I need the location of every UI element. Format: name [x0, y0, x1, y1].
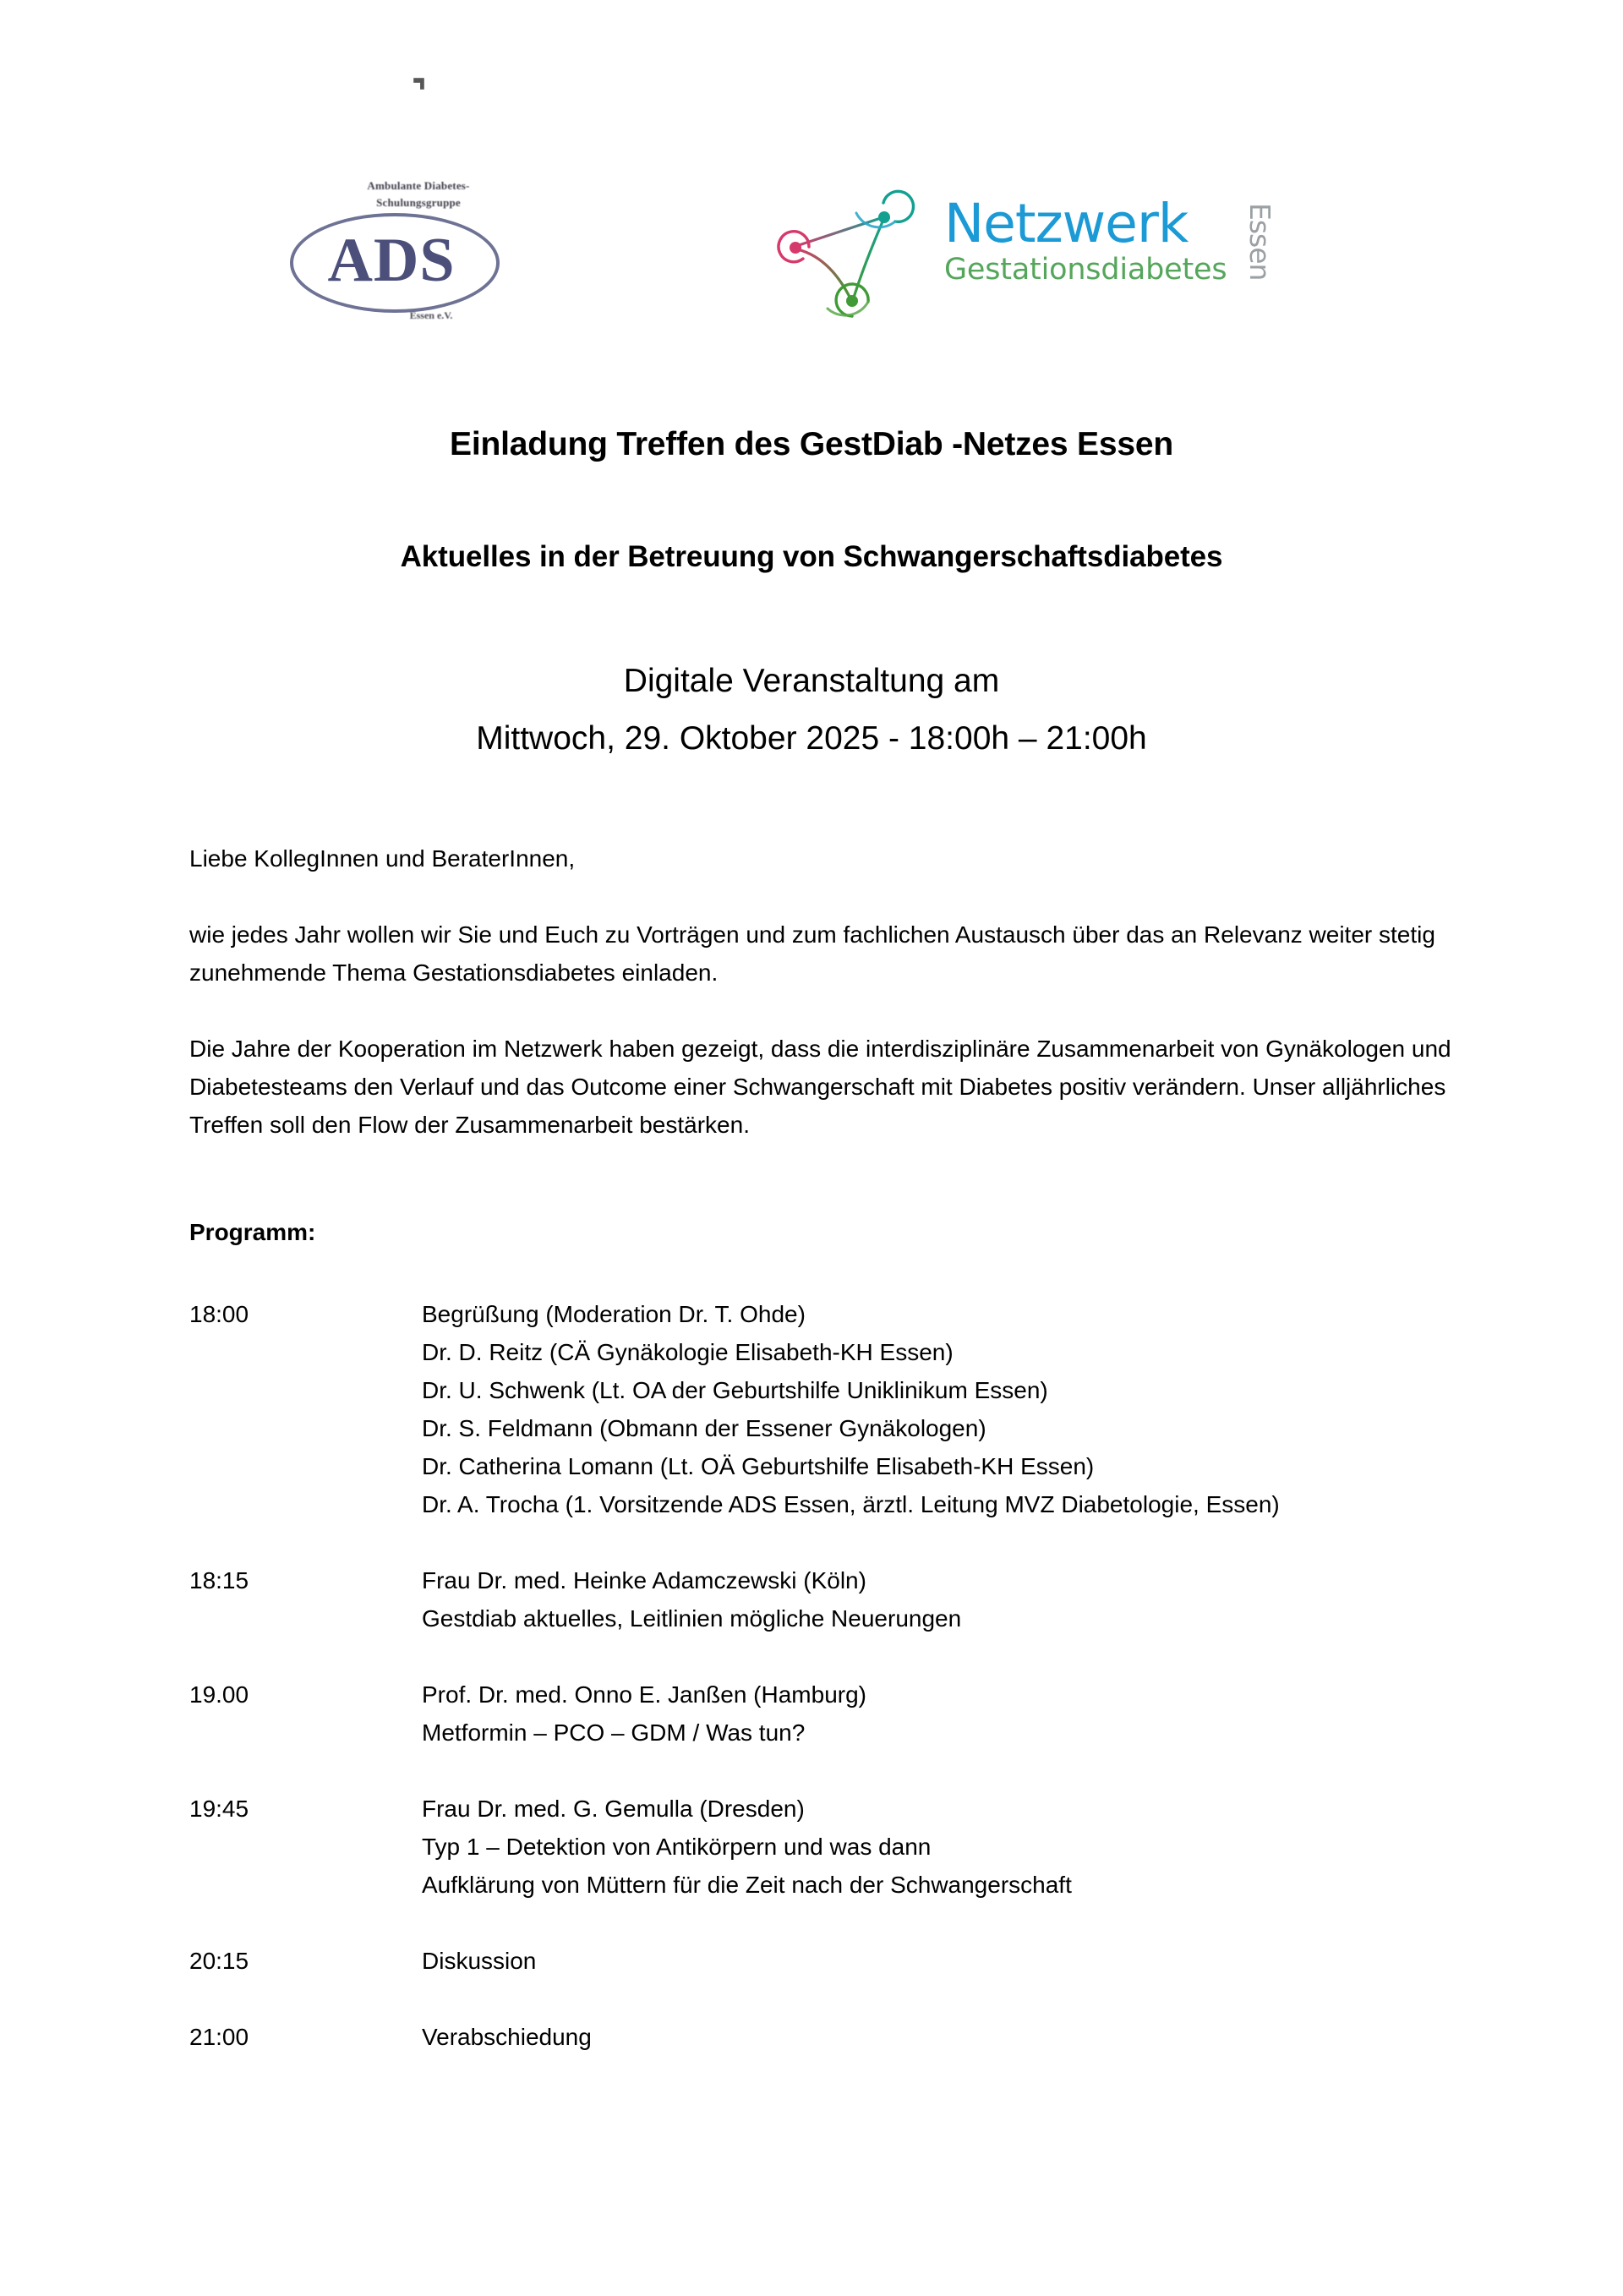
- event-datetime-line: Mittwoch, 29. Oktober 2025 - 18:00h – 21:00h: [476, 720, 1147, 757]
- netzwerk-location-label: Essen: [1243, 203, 1276, 281]
- schedule-row: [189, 1942, 1457, 1980]
- page-title: Einladung Treffen des GestDiab -Netzes Essen: [450, 426, 1173, 463]
- body-paragraph-1: wie jedes Jahr wollen wir Sie und Euch zu Vorträgen und zum fachlichen Austausch über das an Relevanz weiter stetig zunehmende Thema Gestationsdiabetes einladen.: [189, 921, 1435, 986]
- body-paragraph-2: Die Jahre der Kooperation im Netzwerk haben gezeigt, dass die interdisziplinäre Zusammenarbeit von Gynäkologen und Diabetesteams den Verlauf und das Outcome einer Schwangerschaft mit Diabetes positiv verändern. Unser alljährliches Treffen soll den Flow der Zusammenarbeit bestärken.: [189, 1036, 1451, 1138]
- logo-band: [0, 161, 1623, 338]
- schedule-item: Verabschiedung: [422, 2024, 592, 2050]
- schedule-row: [189, 1676, 1457, 1752]
- schedule-item: Dr. S. Feldmann (Obmann der Essener Gynäkologen): [422, 1415, 986, 1441]
- ads-logo-tagline: [338, 178, 499, 211]
- schedule-items: [422, 1790, 1457, 1904]
- page-subtitle: Aktuelles in der Betreuung von Schwangerschaftsdiabetes: [400, 540, 1223, 574]
- event-details: [0, 653, 1623, 768]
- netzwerk-wordmark: [944, 193, 1232, 306]
- schedule-item: Prof. Dr. med. Onno E. Janßen (Hamburg): [422, 1681, 866, 1708]
- schedule-items: [422, 2018, 1457, 2056]
- schedule-item: Aufklärung von Müttern für die Zeit nach der Schwangerschaft: [422, 1872, 1072, 1898]
- schedule-item: Diskussion: [422, 1948, 537, 1974]
- schedule-items: [422, 1942, 1457, 1980]
- netzwerk-gestationsdiabetes-logo: [757, 178, 1331, 330]
- schedule-time: 19:45: [189, 1796, 249, 1822]
- schedule-time: 19.00: [189, 1681, 249, 1708]
- scan-artifact-mark: [413, 78, 424, 90]
- netzwerk-subtitle: Gestationsdiabetes: [944, 253, 1227, 287]
- schedule-item: Dr. U. Schwenk (Lt. OA der Geburtshilfe Uniklinikum Essen): [422, 1377, 1048, 1403]
- schedule-item: Metformin – PCO – GDM / Was tun?: [422, 1719, 806, 1746]
- schedule-item: Frau Dr. med. Heinke Adamczewski (Köln): [422, 1567, 866, 1594]
- ads-logo-monogram: ADS: [327, 225, 456, 295]
- ads-tagline-line-2: Schulungsgruppe: [376, 196, 461, 209]
- schedule-row: [189, 1295, 1457, 1523]
- schedule-item: Dr. Catherina Lomann (Lt. OÄ Geburtshilfe Elisabeth-KH Essen): [422, 1453, 1095, 1479]
- schedule-time: 18:15: [189, 1567, 249, 1594]
- schedule-item: Dr. A. Trocha (1. Vorsitzende ADS Essen, ärztl. Leitung MVZ Diabetologie, Essen): [422, 1491, 1280, 1517]
- programm-schedule: [189, 1295, 1457, 2056]
- schedule-row: [189, 1790, 1457, 1904]
- ads-logo: [279, 161, 503, 334]
- schedule-time: 20:15: [189, 1948, 249, 1974]
- event-format-line: Digitale Veranstaltung am: [623, 663, 1000, 699]
- schedule-item: Begrüßung (Moderation Dr. T. Ohde): [422, 1301, 806, 1327]
- schedule-item: Typ 1 – Detektion von Antikörpern und was dann: [422, 1834, 932, 1860]
- ads-tagline-line-1: Ambulante Diabetes-: [367, 179, 470, 192]
- schedule-item: Gestdiab aktuelles, Leitlinien mögliche Neuerungen: [422, 1605, 962, 1632]
- schedule-item: Frau Dr. med. G. Gemulla (Dresden): [422, 1796, 805, 1822]
- letter-body: [189, 839, 1457, 1182]
- schedule-time: 18:00: [189, 1301, 249, 1327]
- schedule-time: 21:00: [189, 2024, 249, 2050]
- schedule-item: Dr. D. Reitz (CÄ Gynäkologie Elisabeth-KH Essen): [422, 1339, 954, 1365]
- salutation: Liebe KollegInnen und BeraterInnen,: [189, 845, 576, 872]
- schedule-items: [422, 1561, 1457, 1637]
- netzwerk-title: Netzwerk: [944, 193, 1189, 254]
- programm-heading: Programm:: [189, 1219, 316, 1245]
- schedule-items: [422, 1676, 1457, 1752]
- schedule-items: [422, 1295, 1457, 1523]
- schedule-row: [189, 1561, 1457, 1637]
- ads-logo-location: Essen e.V.: [409, 309, 453, 321]
- network-graph-icon: [757, 189, 926, 325]
- schedule-row: [189, 2018, 1457, 2056]
